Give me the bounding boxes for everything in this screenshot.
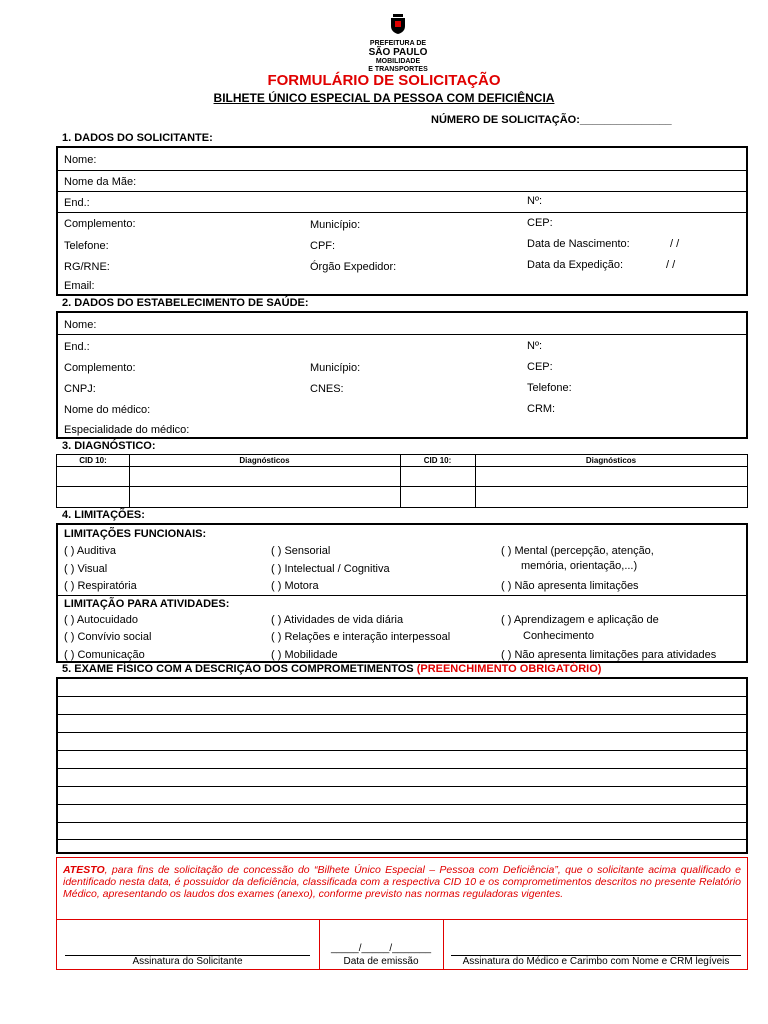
aprendizagem-detail: Conhecimento (523, 630, 594, 642)
atesto-lead: ATESTO (63, 864, 105, 876)
s1-nome-mae[interactable]: Nome da Mãe: (64, 176, 137, 188)
s2-cnpj[interactable]: CNPJ: (64, 383, 96, 395)
chk-visual[interactable]: ( ) Visual (64, 563, 108, 575)
s2-medico[interactable]: Nome do médico: (64, 404, 151, 416)
diag-header-diag2: Diagnósticos (585, 456, 637, 465)
logo-line4: E TRANSPORTES (368, 66, 428, 73)
chk-autocuidado[interactable]: ( ) Autocuidado (64, 614, 138, 626)
s1-telefone[interactable]: Telefone: (64, 240, 109, 252)
chk-vida-diaria[interactable]: ( ) Atividades de vida diária (271, 614, 404, 626)
logo-line2: SÃO PAULO (368, 47, 428, 58)
s2-cnes[interactable]: CNES: (310, 383, 344, 395)
atesto-box (56, 857, 748, 970)
logo-line3: MOBILIDADE (375, 58, 421, 65)
chk-auditiva[interactable]: ( ) Auditiva (64, 545, 116, 557)
s1-cpf[interactable]: CPF: (310, 240, 336, 252)
s1-orgao[interactable]: Órgão Expedidor: (310, 261, 397, 273)
chk-nao-limitacoes-atividades[interactable]: ( ) Não apresenta limitações para atividades (501, 649, 717, 661)
chk-mobilidade[interactable]: ( ) Mobilidade (271, 649, 338, 661)
coat-of-arms-icon (389, 14, 407, 34)
s1-municipio[interactable]: Município: (310, 219, 361, 231)
chk-aprendizagem[interactable]: ( ) Aprendizagem e aplicação de (501, 614, 659, 626)
form-title: FORMULÁRIO DE SOLICITAÇÃO (267, 72, 501, 89)
diag-header-cid1: CID 10: (79, 456, 107, 465)
s1-data-expedicao[interactable]: Data da Expedição: (527, 259, 624, 271)
s2-telefone[interactable]: Telefone: (527, 382, 572, 394)
section4-title: 4. LIMITAÇÕES: (62, 509, 145, 521)
s1-cep[interactable]: CEP: (527, 217, 553, 229)
logo-line1: PREFEITURA DE (369, 40, 427, 47)
funcionais-title: LIMITAÇÕES FUNCIONAIS: (64, 528, 207, 540)
chk-mental[interactable]: ( ) Mental (percepção, atenção, (501, 545, 654, 557)
sig-solicitante-label: Assinatura do Solicitante (132, 956, 243, 967)
atesto-text (63, 864, 741, 900)
atesto-body: , para fins de solicitação de concessão do “Bilhete Único Especial – Pessoa com Deficiência”, que o solicitante acima qualificado e identificado nesta data, é possuidor da deficiência, classificada com a respectiva CID 10 e os comprometimentos descritos no presente Relatório Médico, apresentando os laudos dos exames (anexo), conforme previsto nas normas reguladoras vigentes. (63, 864, 741, 900)
section1-box (56, 146, 748, 296)
request-number-field[interactable]: NÚMERO DE SOLICITAÇÃO:_______________ (431, 114, 672, 126)
chk-sensorial[interactable]: ( ) Sensorial (271, 545, 331, 557)
chk-motora[interactable]: ( ) Motora (271, 580, 319, 592)
diag-header-cid2: CID 10: (423, 456, 452, 465)
s2-crm[interactable]: CRM: (527, 403, 556, 415)
section5-title-text: 5. EXAME FÍSICO COM A DESCRIÇÃO DOS COMPROMETIMENTOS (62, 663, 414, 675)
s1-date-sep1: / / (670, 238, 680, 250)
chk-respiratoria[interactable]: ( ) Respiratória (64, 580, 137, 592)
section2-box (56, 311, 748, 439)
chk-intelectual[interactable]: ( ) Intelectual / Cognitiva (271, 563, 390, 575)
section1-title: 1. DADOS DO SOLICITANTE: (62, 132, 213, 144)
section5-title (62, 663, 601, 675)
prefeitura-logo (358, 14, 438, 74)
section4-box (56, 523, 748, 663)
s1-end[interactable]: End.: (64, 197, 90, 209)
s1-date-sep2: / / (666, 259, 676, 271)
sig-data-emissao-label: Data de emissão (343, 956, 419, 967)
diag-header-diag1: Diagnósticos (239, 456, 290, 465)
form-subtitle: BILHETE ÚNICO ESPECIAL DA PESSOA COM DEFICIÊNCIA (213, 91, 555, 105)
s1-nome[interactable]: Nome: (64, 154, 97, 166)
diagnosis-table (56, 454, 748, 508)
s2-especialidade[interactable]: Especialidade do médico: (64, 424, 190, 436)
chk-nao-limitacoes[interactable]: ( ) Não apresenta limitações (501, 580, 639, 592)
s2-end[interactable]: End.: (64, 341, 90, 353)
s2-nome[interactable]: Nome: (64, 319, 97, 331)
s1-email[interactable]: Email: (64, 280, 95, 292)
s2-municipio[interactable]: Município: (310, 362, 361, 374)
s1-data-nascimento[interactable]: Data de Nascimento: (527, 238, 630, 250)
chk-comunicacao[interactable]: ( ) Comunicação (64, 649, 145, 661)
atividades-title: LIMITAÇÃO PARA ATIVIDADES: (64, 598, 230, 610)
mental-detail: memória, orientação,...) (521, 560, 638, 572)
section3-title: 3. DIAGNÓSTICO: (62, 440, 156, 452)
sig-medico-label: Assinatura do Médico e Carimbo com Nome e CRM legíveis (462, 956, 730, 967)
s2-complemento[interactable]: Complemento: (64, 362, 136, 374)
s2-numero[interactable]: Nº: (527, 340, 543, 352)
s1-rg[interactable]: RG/RNE: (64, 261, 110, 273)
s1-complemento[interactable]: Complemento: (64, 218, 136, 230)
s2-cep[interactable]: CEP: (527, 361, 553, 373)
chk-relacoes[interactable]: ( ) Relações e interação interpessoal (271, 631, 451, 643)
chk-convivio[interactable]: ( ) Convívio social (64, 631, 152, 643)
date-emission-line[interactable]: _____/_____/_______ (330, 943, 432, 954)
exam-lines-box[interactable] (56, 677, 748, 854)
s1-numero[interactable]: Nº: (527, 195, 543, 207)
section2-title: 2. DADOS DO ESTABELECIMENTO DE SAÚDE: (62, 297, 309, 309)
section5-required: (PREENCHIMENTO OBRIGATÓRIO) (416, 663, 602, 675)
